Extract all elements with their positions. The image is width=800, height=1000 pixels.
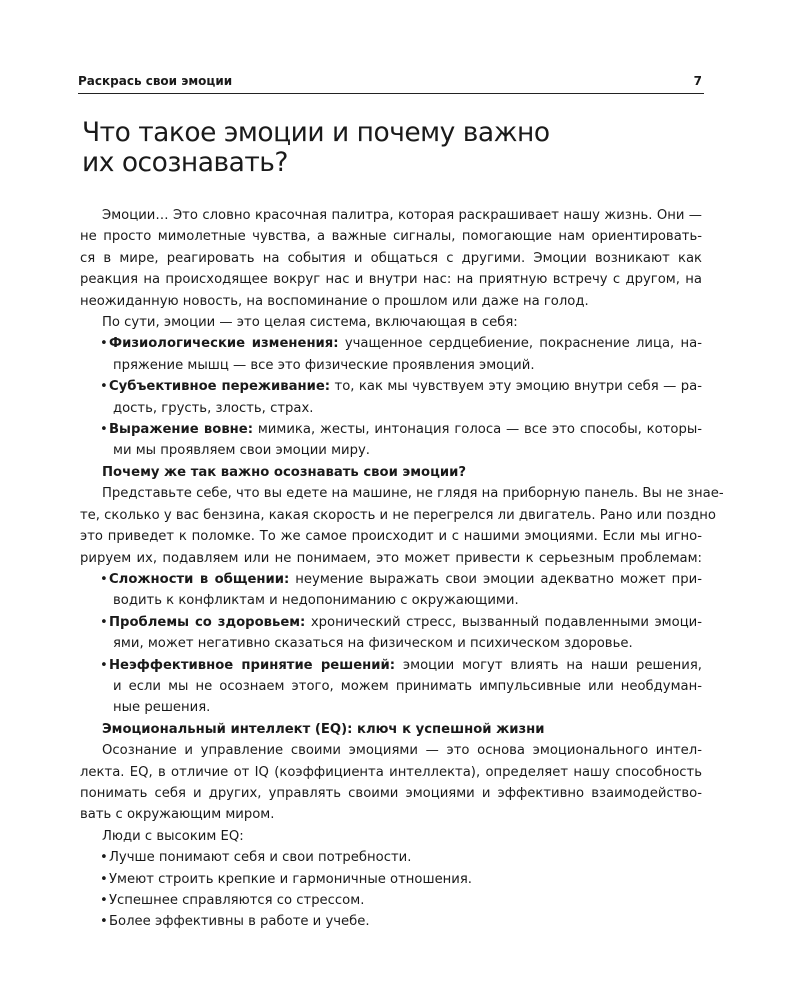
paragraph-line: Представьте себе, что вы едете на машине, не глядя на приборную панель. Вы не знае- (102, 486, 724, 502)
bullet-icon: • (100, 871, 108, 887)
list-item-text: Более эффективны в работе и учебе. (109, 914, 370, 930)
list-item-term: Физиологические изменения: (109, 336, 339, 352)
list-item-continuation: дость, грусть, злость, страх. (113, 400, 314, 416)
bullet-icon: • (100, 379, 108, 395)
bullet-icon: • (100, 657, 108, 673)
paragraph-line: вать с окружающим миром. (80, 807, 275, 823)
list-item (80, 655, 702, 676)
list-item-continuation: водить к конфликтам и недопониманию с окружающими. (113, 593, 519, 609)
paragraph-line: не просто мимолетные чувства, а важные сигналы, помогающие нам ориентировать- (80, 229, 702, 245)
list-item (80, 890, 702, 911)
list-item (80, 419, 702, 440)
page-number: 7 (693, 74, 702, 88)
section-heading: Эмоциональный интеллект (EQ): ключ к успешной жизни (102, 721, 545, 737)
paragraph-line: неожиданную новость, на воспоминание о прошлом или даже на голод. (80, 293, 589, 309)
list-item (80, 333, 702, 354)
list-item (80, 847, 702, 868)
paragraph-line: реакция на происходящее вокруг нас и внутри нас: на приятную встречу с другом, на (80, 272, 702, 288)
list-item-text: Умеют строить крепкие и гармоничные отношения. (109, 871, 472, 887)
chapter-title-line: Что такое эмоции и почему важно (82, 117, 550, 148)
running-head-title: Раскрась свои эмоции (78, 74, 233, 88)
bullet-icon: • (100, 614, 108, 630)
list-item (80, 612, 702, 633)
bullet-icon: • (100, 893, 108, 908)
list-item-text: то, как мы чувствуем эту эмоцию внутри себя — ра- (330, 379, 703, 395)
list-item (80, 376, 702, 397)
list-item-text: учащенное сердцебиение, покраснение лица, на- (338, 336, 702, 352)
list-item (80, 869, 702, 890)
list-item (80, 911, 702, 932)
paragraph-line: Осознание и управление своими эмоциями — это основа эмоционального интел- (102, 743, 702, 759)
paragraph-line: По сути, эмоции — это целая система, включающая в себя: (102, 315, 518, 331)
chapter-title-line: их осознавать? (82, 147, 288, 178)
paragraph-line: это приведет к поломке. То же самое происходит и с нашими эмоциями. Если мы игно- (80, 529, 702, 545)
list-item-continuation: и если мы не осознаем этого, можем принимать импульсивные или необдуман- (113, 678, 702, 694)
body-text (80, 205, 724, 933)
paragraph-line: ся в мире, реагировать на события и общаться с другими. Эмоции возникают как (80, 250, 702, 266)
list-item-continuation: пряжение мышц — все это физические проявления эмоций. (113, 357, 535, 373)
list-item-text: Лучше понимают себя и свои потребности. (109, 850, 412, 866)
bullet-icon: • (100, 914, 108, 930)
bullet-icon: • (100, 571, 108, 587)
list-item-term: Выражение вовне: (109, 422, 254, 438)
list-item-text: Успешнее справляются со стрессом. (109, 893, 365, 908)
paragraph-line: Люди с высоким EQ: (102, 828, 244, 844)
list-item-text: хронический стресс, вызванный подавленными эмоци- (305, 614, 703, 630)
paragraph-line: лекта. EQ, в отличие от IQ (коэффициента интеллекта), определяет нашу способность (80, 764, 702, 780)
list-item-term: Субъективное переживание: (109, 379, 331, 395)
list-item-term: Проблемы со здоровьем: (109, 614, 306, 630)
list-item-text: эмоции могут влиять на наши решения, (395, 657, 702, 673)
list-item-term: Неэффективное принятие решений: (109, 657, 396, 673)
bullet-icon: • (100, 850, 108, 866)
list-item-text: мимика, жесты, интонация голоса — все это способы, которы- (253, 422, 703, 438)
bullet-icon: • (100, 422, 108, 438)
paragraph-line: те, сколько у вас бензина, какая скорость и не перегрелся ли двигатель. Рано или поздно (80, 507, 716, 523)
list-item-term: Сложности в общении: (109, 571, 290, 587)
paragraph-line: Эмоции… Это словно красочная палитра, которая раскрашивает нашу жизнь. Они — (102, 208, 702, 223)
running-head (78, 73, 704, 94)
list-item-continuation: ями, может негативно сказаться на физическом и психическом здоровье. (113, 636, 633, 652)
list-item (80, 569, 702, 590)
chapter-title (82, 118, 702, 178)
paragraph-line: рируем их, подавляем или не понимаем, это может привести к серьезным проблемам: (80, 550, 702, 566)
section-heading: Почему же так важно осознавать свои эмоции? (102, 464, 466, 480)
list-item-text: неумение выражать свои эмоции адекватно может при- (289, 571, 703, 587)
bullet-icon: • (100, 336, 108, 352)
list-item-continuation: ми мы проявляем свои эмоции миру. (113, 443, 370, 459)
list-item-continuation: ные решения. (113, 700, 211, 716)
paragraph-line: понимать себя и других, управлять своими эмоциями и эффективно взаимодейство- (80, 785, 702, 801)
